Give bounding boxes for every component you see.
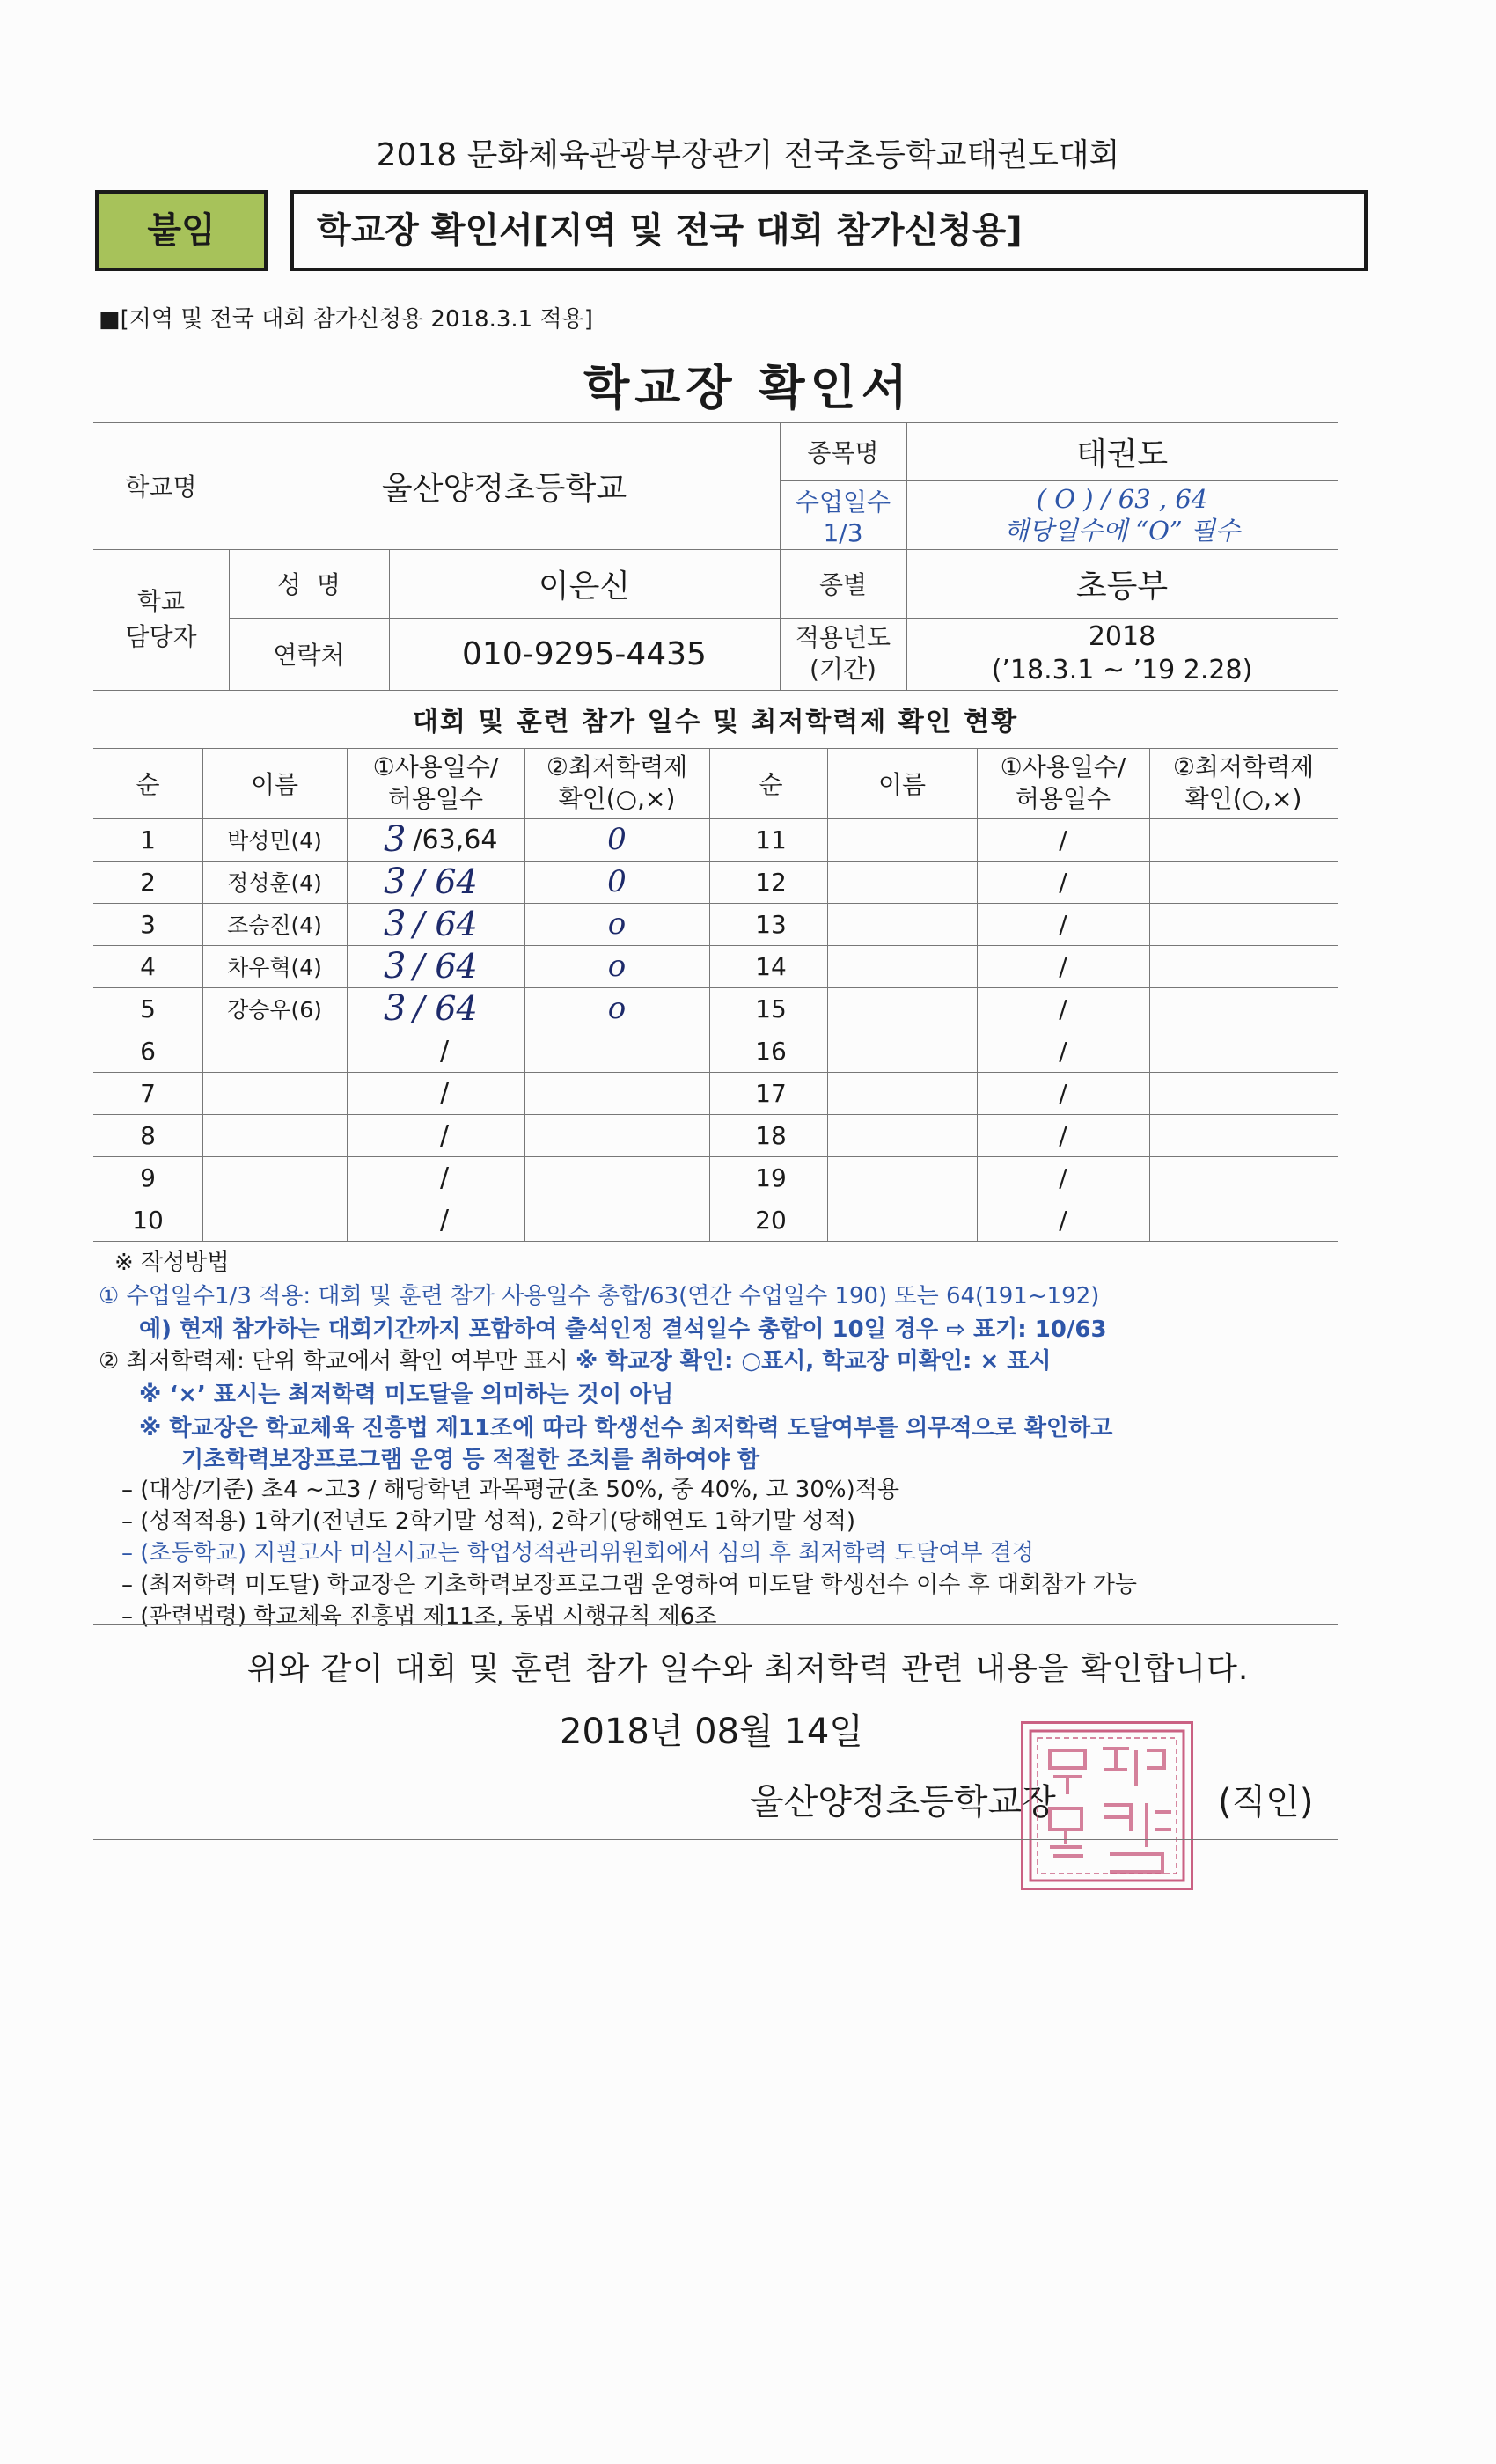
- student-name: [827, 1199, 977, 1241]
- document-title: 학교장 확인서: [583, 360, 913, 415]
- student-name: [827, 1072, 977, 1114]
- min-achievement-check: [1149, 1030, 1338, 1072]
- note-line-11: – (관련법령) 학교체육 진흥법 제11조, 동법 시행규칙 제6조: [121, 1603, 717, 1630]
- header-min-left-1: ②최저학력제: [546, 752, 688, 781]
- person-label-1: 학교: [136, 587, 186, 616]
- seal-label: (직인): [1218, 1782, 1314, 1822]
- school-days-value-1: ( O ) / 63 , 64: [1036, 484, 1208, 514]
- person-label-2: 담당자: [125, 622, 197, 651]
- row-number: 4: [140, 951, 156, 981]
- year-label-2: (기간): [810, 655, 876, 684]
- row-number: 6: [140, 1036, 156, 1066]
- allowed-days-value: /: [440, 1119, 450, 1151]
- header-no-left: 순: [136, 770, 160, 799]
- student-name: 박성민(4): [227, 828, 322, 854]
- used-days-cell: [347, 1072, 524, 1114]
- principal-title: 울산양정초등학교장: [750, 1782, 1056, 1822]
- student-name: 조승진(4): [227, 913, 322, 938]
- student-name: [827, 1114, 977, 1156]
- min-achievement-check: [1149, 1072, 1338, 1114]
- allowed-days-value: / 64: [413, 905, 478, 943]
- min-achievement-check: o: [607, 906, 627, 942]
- used-days-value: 3: [384, 946, 407, 986]
- event-value: 태권도: [1075, 436, 1169, 473]
- student-name: [827, 945, 977, 987]
- form-note: ■[지역 및 전국 대회 참가신청용 2018.3.1 적용]: [99, 306, 593, 333]
- min-achievement-check: [1149, 1114, 1338, 1156]
- header-min-right: [1149, 748, 1338, 818]
- name-value: 이은신: [538, 568, 631, 605]
- row-number: 18: [755, 1120, 787, 1150]
- used-days-cell: [347, 945, 524, 987]
- header-min-left: [524, 748, 709, 818]
- used-days-value: 3: [384, 988, 407, 1029]
- student-name: [202, 1072, 347, 1114]
- min-achievement-check: o: [607, 991, 627, 1026]
- used-days-cell: [347, 818, 524, 861]
- note-line-8: – (성적적용) 1학기(전년도 2학기말 성적), 2학기(당해연도 1학기말 성적): [121, 1508, 856, 1535]
- row-number: 7: [140, 1078, 156, 1108]
- min-achievement-check: [1149, 1156, 1338, 1199]
- allowed-days-value: /: [1059, 825, 1067, 854]
- note-line-9: – (초등학교) 지필고사 미실시교는 학업성적관리위원회에서 심의 후 최저학력 도달여부 결정: [121, 1540, 1034, 1566]
- row-number: 3: [140, 909, 156, 939]
- participation-table-title: 대회 및 훈련 참가 일수 및 최저학력제 확인 현황: [412, 707, 1019, 737]
- header-no-right: 순: [759, 770, 783, 799]
- school-label: 학교명: [125, 473, 197, 502]
- header-days-right-1: ①사용일수/: [1000, 752, 1126, 781]
- row-number: 16: [755, 1036, 787, 1066]
- note-line-5: ※ 학교장은 학교체육 진흥법 제11조에 따라 학생선수 최저학력 도달여부를 의무적으로 확인하고: [139, 1415, 1113, 1441]
- student-name: [202, 1199, 347, 1241]
- header-days-left: [347, 748, 524, 818]
- used-days-value: 3: [384, 862, 407, 902]
- allowed-days-value: / 64: [413, 989, 478, 1028]
- contact-label: 연락처: [273, 641, 345, 670]
- min-achievement-check: [524, 1199, 709, 1241]
- allowed-days-value: /: [1059, 1120, 1067, 1150]
- main-heading: 학교장 확인서[지역 및 전국 대회 참가신청용]: [290, 190, 1368, 271]
- year-value-1: 2018: [1088, 621, 1156, 652]
- min-achievement-check: [1149, 987, 1338, 1030]
- school-days-value-2: 해당일수에 “O” 필수: [1004, 516, 1240, 546]
- school-value: 울산양정초등학교: [381, 470, 627, 507]
- row-number: 17: [755, 1078, 787, 1108]
- row-number: 10: [132, 1205, 164, 1235]
- allowed-days-value: / 64: [413, 947, 478, 986]
- min-achievement-check: 0: [607, 864, 627, 899]
- allowed-days-value: /: [440, 1035, 450, 1067]
- allowed-days-value: /: [1059, 909, 1067, 939]
- division-label: 종별: [818, 570, 868, 599]
- header-days-right-2: 허용일수: [1015, 784, 1111, 813]
- student-name: [827, 903, 977, 945]
- contact-value: 010-9295-4435: [462, 635, 707, 672]
- row-number: 8: [140, 1120, 156, 1150]
- year-value-2: (’18.3.1 ~ ’19 2.28): [991, 655, 1253, 686]
- event-title: 2018 문화체육관광부장관기 전국초등학교태권도대회: [376, 137, 1120, 173]
- row-number: 20: [755, 1205, 787, 1235]
- name-label: 성 명: [277, 570, 341, 599]
- attachment-tag: 붙임: [95, 190, 268, 271]
- allowed-days-value: /: [1059, 867, 1067, 897]
- year-label: [780, 618, 906, 690]
- row-number: 12: [755, 867, 787, 897]
- used-days-cell: [347, 987, 524, 1030]
- min-achievement-check: o: [607, 949, 627, 984]
- row-number: 15: [755, 994, 787, 1023]
- student-name: [827, 861, 977, 903]
- note-line-3a: ② 최저학력제: 단위 학교에서 확인 여부만 표시: [99, 1348, 576, 1375]
- allowed-days-value: /: [1059, 1205, 1067, 1235]
- note-line-4: ※ ‘×’ 표시는 최저학력 미도달을 의미하는 것이 아님: [139, 1382, 674, 1408]
- row-number: 2: [140, 867, 156, 897]
- event-label: 종목명: [807, 438, 879, 467]
- min-achievement-check: [524, 1156, 709, 1199]
- min-achievement-check: [1149, 945, 1338, 987]
- student-name: [202, 1156, 347, 1199]
- division-value: 초등부: [1075, 568, 1169, 605]
- student-name: [827, 1156, 977, 1199]
- school-days-label-1: 수업일수: [795, 487, 891, 517]
- year-label-1: 적용년도: [795, 623, 891, 652]
- min-achievement-check: [1149, 1199, 1338, 1241]
- note-line-1: ① 수업일수1/3 적용: 대회 및 훈련 참가 사용일수 총합/63(연간 수업일수 190) 또는 64(191~192): [99, 1283, 1100, 1309]
- note-line-3: [99, 1343, 1052, 1375]
- used-days-cell: [347, 861, 524, 903]
- school-days-label: [780, 480, 906, 549]
- school-days-label-2: 1/3: [823, 517, 863, 547]
- header-min-right-1: ②최저학력제: [1172, 752, 1315, 781]
- confirmation-statement: 위와 같이 대회 및 훈련 참가 일수와 최저학력 관련 내용을 확인합니다.: [246, 1651, 1250, 1687]
- header-days-right: [977, 748, 1149, 818]
- allowed-days-value: /: [440, 1162, 450, 1193]
- allowed-days-value: /: [1059, 1078, 1067, 1108]
- row-number: 13: [755, 909, 787, 939]
- row-number: 1: [140, 825, 156, 854]
- student-name: [827, 987, 977, 1030]
- student-name: [827, 1030, 977, 1072]
- seal-icon: [1023, 1724, 1191, 1888]
- allowed-days-value: /: [1059, 1036, 1067, 1066]
- used-days-value: 3: [384, 819, 407, 860]
- used-days-cell: [347, 1114, 524, 1156]
- header-name-left: 이름: [250, 770, 299, 799]
- allowed-days-value: /: [1059, 1162, 1067, 1192]
- header-days-left-1: ①사용일수/: [372, 752, 499, 781]
- allowed-days-value: /63,64: [413, 824, 498, 855]
- allowed-days-value: /: [1059, 994, 1067, 1023]
- row-number: 9: [140, 1162, 156, 1192]
- allowed-days-value: / 64: [413, 862, 478, 901]
- min-achievement-check: [1149, 818, 1338, 861]
- row-number: 19: [755, 1162, 787, 1192]
- min-achievement-check: 0: [607, 822, 627, 857]
- notes-heading: ※ 작성방법: [114, 1250, 230, 1276]
- min-achievement-check: [524, 1030, 709, 1072]
- person-label: [93, 549, 229, 690]
- student-name: 정성훈(4): [227, 870, 322, 896]
- min-achievement-check: [1149, 861, 1338, 903]
- student-name: 강승우(6): [227, 997, 322, 1023]
- used-days-cell: [347, 1199, 524, 1241]
- year-value: [906, 618, 1338, 690]
- allowed-days-value: /: [1059, 951, 1067, 981]
- used-days-cell: [347, 903, 524, 945]
- min-achievement-check: [524, 1072, 709, 1114]
- allowed-days-value: /: [440, 1077, 450, 1109]
- header-days-left-2: 허용일수: [387, 784, 484, 813]
- note-line-7: – (대상/기준) 초4 ~고3 / 해당학년 과목평균(초 50%, 중 40%, 고 30%)적용: [121, 1477, 899, 1503]
- note-line-10: – (최저학력 미도달) 학교장은 기초학력보장프로그램 운영하여 미도달 학생선수 이수 후 대회참가 가능: [121, 1572, 1137, 1598]
- row-number: 5: [140, 994, 156, 1023]
- used-days-value: 3: [384, 904, 407, 944]
- row-number: 14: [755, 951, 787, 981]
- header-min-left-2: 확인(○,×): [558, 784, 676, 813]
- student-name: 차우혁(4): [227, 955, 322, 980]
- min-achievement-check: [1149, 903, 1338, 945]
- student-name: [827, 818, 977, 861]
- student-name: [202, 1114, 347, 1156]
- used-days-cell: [347, 1156, 524, 1199]
- note-line-2: 예) 현재 참가하는 대회기간까지 포함하여 출석인정 결석일수 총합이 10일 경우 ⇨ 표기: 10/63: [139, 1316, 1107, 1343]
- min-achievement-check: [524, 1114, 709, 1156]
- issue-date: 2018년 08월 14일: [560, 1712, 863, 1752]
- header-name-right: 이름: [877, 770, 927, 799]
- school-days-value: [906, 480, 1338, 549]
- note-line-3b: ※ 학교장 확인: ○표시, 학교장 미확인: × 표시: [576, 1348, 1052, 1375]
- official-seal-stamp: [1021, 1721, 1193, 1890]
- allowed-days-value: /: [440, 1204, 450, 1236]
- student-name: [202, 1030, 347, 1072]
- used-days-cell: [347, 1030, 524, 1072]
- header-min-right-2: 확인(○,×): [1184, 784, 1302, 813]
- note-line-6: 기초학력보장프로그램 운영 등 적절한 조치를 취하여야 함: [181, 1447, 760, 1473]
- row-number: 11: [755, 825, 787, 854]
